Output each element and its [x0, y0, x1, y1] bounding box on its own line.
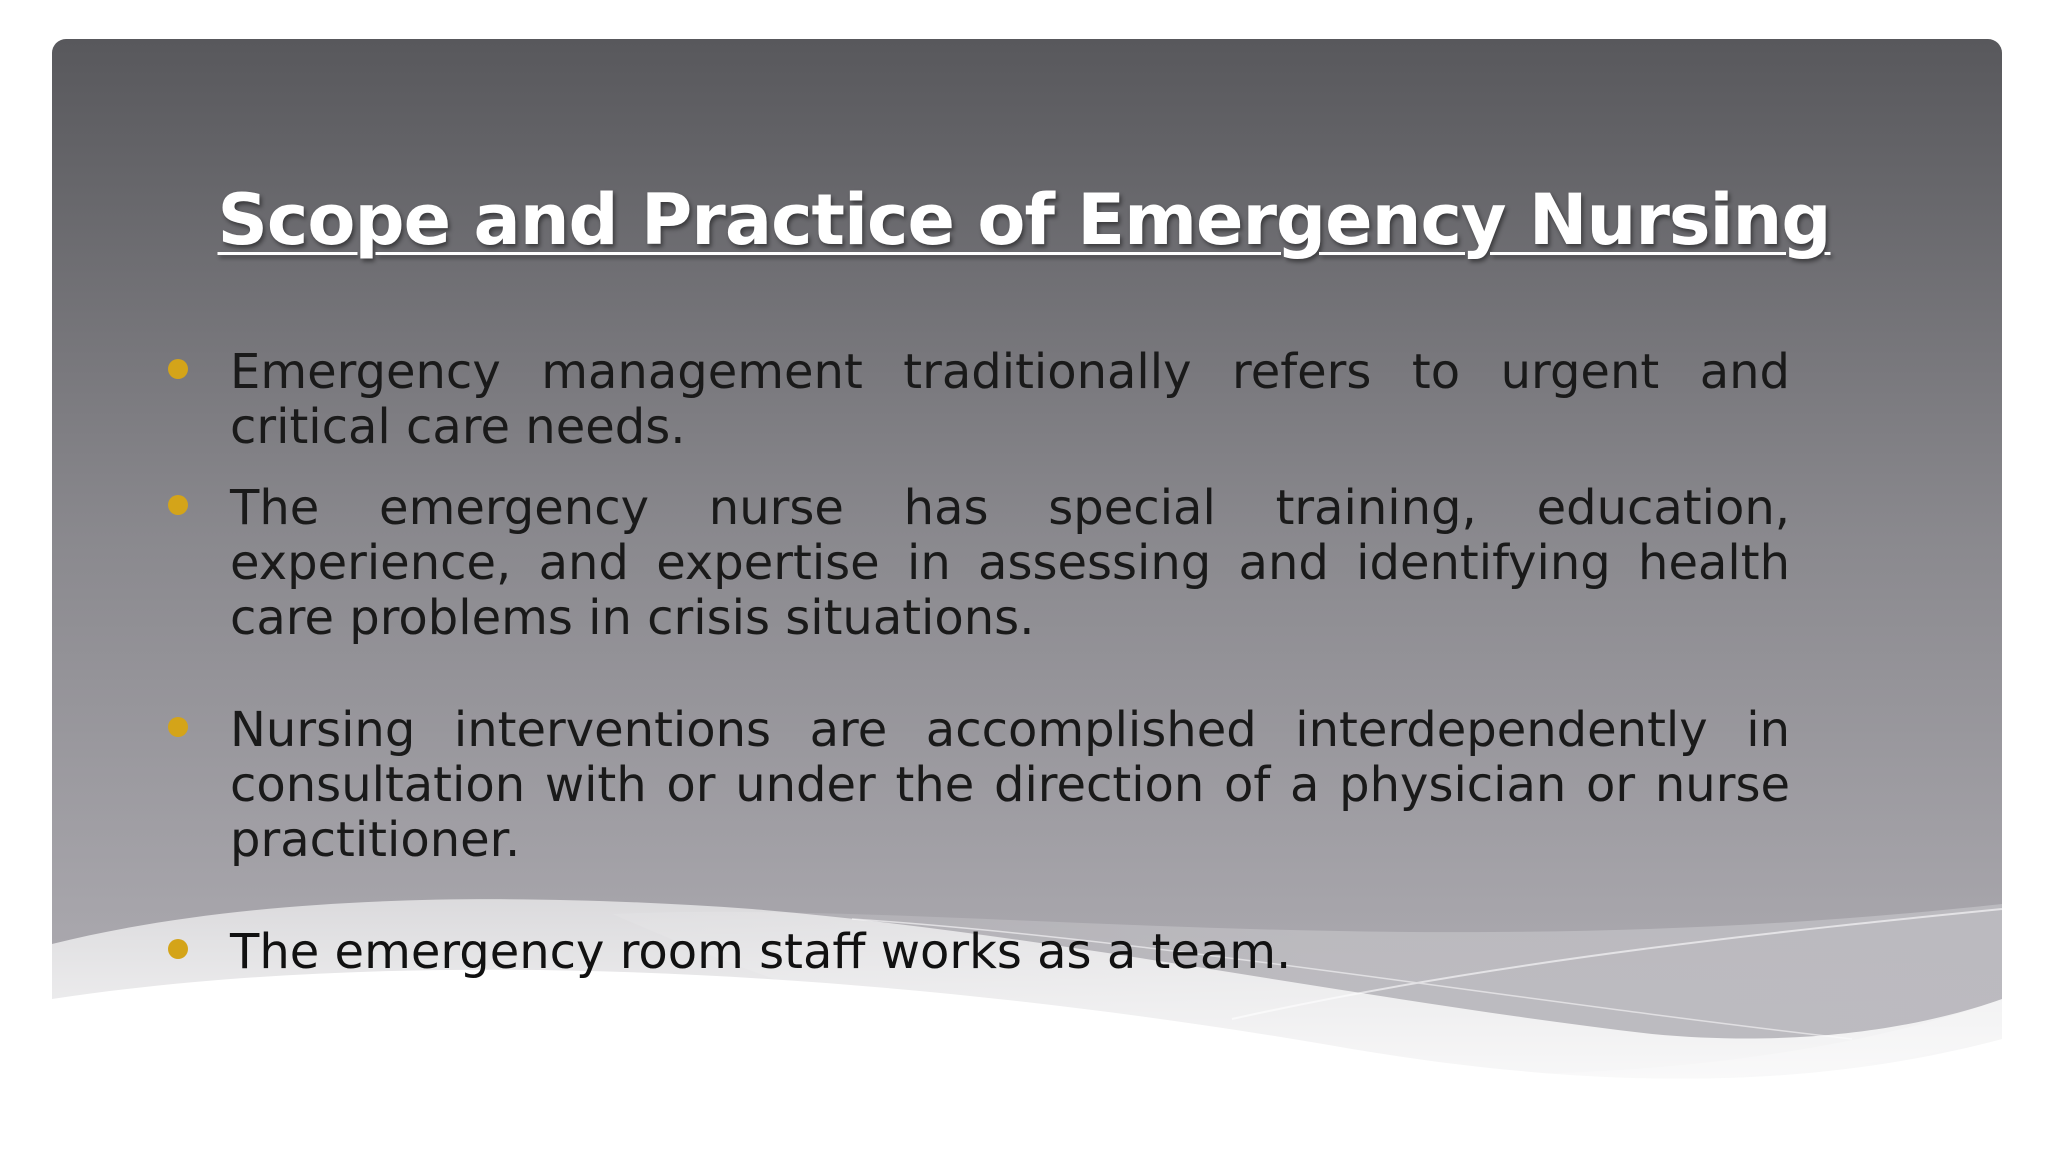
- bullet-marker-icon: [168, 939, 188, 959]
- bullet-marker-icon: [168, 495, 188, 515]
- bullet-text: Nursing interventions are accomplished interdependently in consultation with or under the direction of a physician or nurse practitioner.: [230, 702, 1790, 868]
- bullet-marker-icon: [168, 359, 188, 379]
- bullet-text: The emergency room staff works as a team.: [230, 924, 1292, 980]
- bullet-item: [230, 703, 1790, 868]
- bullet-text: Emergency management traditionally refers to urgent and critical care needs.: [230, 344, 1790, 455]
- bullet-item: [230, 481, 1790, 646]
- slide-title: Scope and Practice of Emergency Nursing: [217, 179, 1831, 261]
- bullet-text: The emergency nurse has special training, education, experience, and expertise in assessing and identifying health care problems in crisis situations.: [230, 480, 1790, 646]
- bullet-item: [230, 345, 1790, 455]
- bullet-marker-icon: [168, 717, 188, 737]
- bullet-item: [230, 925, 1790, 980]
